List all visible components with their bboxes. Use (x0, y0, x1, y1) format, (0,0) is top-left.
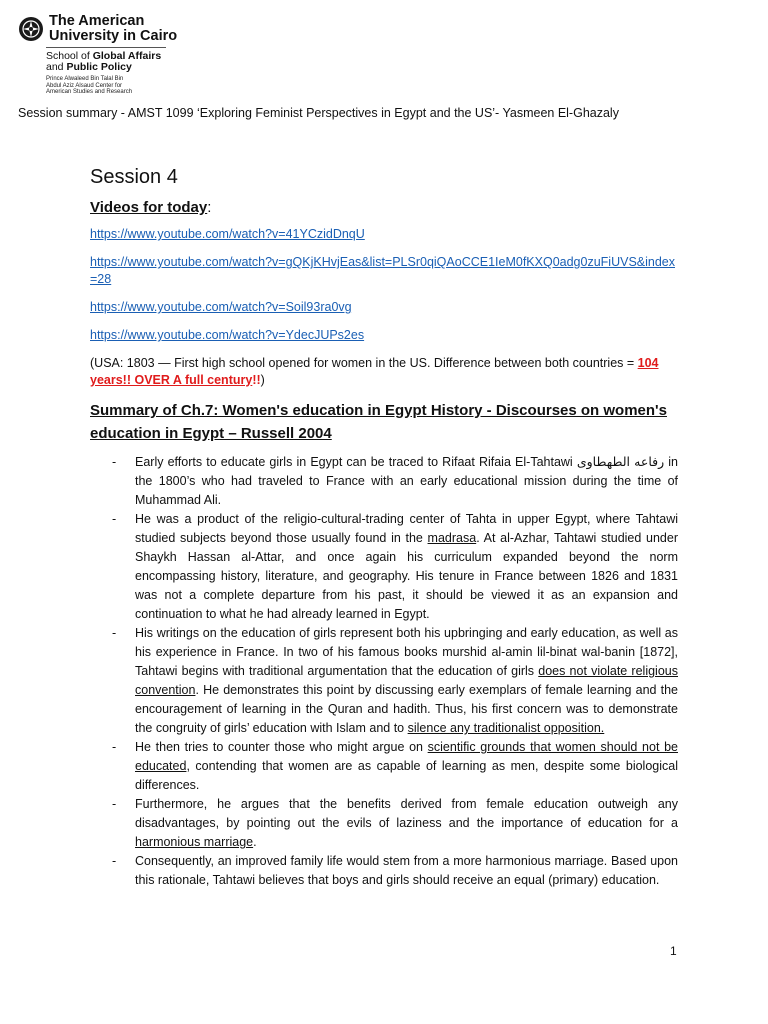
summary-points (90, 453, 678, 890)
school-name: School of Global Affairs and Public Policy (46, 50, 162, 73)
university-name-line2: University in Cairo (49, 28, 178, 44)
logo-divider (46, 47, 166, 48)
university-seal-icon (18, 16, 44, 42)
university-name-line1: The American (49, 13, 145, 29)
list-item: - He was a product of the religio-cultural-trading center of Tahta in upper Egypt, where Tahtawi studied subjects beyond those usually found in the madrasa. At al-Azhar, Tahtawi studied under Shaykh Hassan al-Attar, and once again his curriculum expanded beyond the norm encompassing history, literature, and geography. His tenure in France between 1826 and 1831 was not a complete departure from his past, it should be viewed it as an expansion and continuation to what he had already learned in Egypt. (90, 510, 678, 624)
list-item: - Early efforts to educate girls in Egypt can be traced to Rifaat Rifaia El-Tahtawi رفاعه الطهطاوى in the 1800’s who had traveled to France with an early educational mission during the time of Muhammad Ali. (90, 453, 678, 510)
university-logo (18, 14, 178, 96)
video-link-2[interactable]: https://www.youtube.com/watch?v=gQKjKHvjEas&list=PLSr0qiQAoCCE1IeM0fKXQ0adg0zuFiUVS&index=28 (90, 255, 675, 286)
usa-comparison-note: (USA: 1803 — First high school opened for women in the US. Difference between both countries = 104 years!! OVER A full century!!) (90, 356, 659, 387)
list-item: - Furthermore, he argues that the benefits derived from female education outweigh any disadvantages, by pointing out the evils of laziness and the importance of education for a harmonious marriage. (90, 795, 678, 852)
center-name: Prince Alwaleed Bin Talal Bin Abdul Aziz Alsaud Center for American Studies and Research (46, 76, 133, 95)
video-link-3[interactable]: https://www.youtube.com/watch?v=Soil93ra0vg (90, 300, 352, 314)
videos-heading: Videos for today: (90, 199, 212, 216)
page-number: 1 (670, 944, 677, 958)
list-item: - His writings on the education of girls represent both his upbringing and early education, as well as his experience in France. In two of his famous books murshid al-amin lil-binat wal-banin [1872], Tahtawi begins with traditional argumentation that the education of girls does not violate religious convention. He demonstrates this point by discussing early exemplars of female learning and the encouragement of learning in the Quran and hadith. Thus, his first concern was to demonstrate the congruity of girls’ education with Islam and to silence any traditionalist opposition. (90, 624, 678, 738)
summary-heading: Summary of Ch.7: Women's education in Egypt History - Discourses on women's education in Egypt – Russell 2004 (90, 402, 667, 442)
session-title: Session 4 (90, 166, 178, 188)
video-link-1[interactable]: https://www.youtube.com/watch?v=41YCzidDnqU (90, 227, 365, 241)
list-item: - He then tries to counter those who might argue on scientific grounds that women should not be educated, contending that women are as capable of learning as men, despite some biological differences. (90, 738, 678, 795)
video-link-4[interactable]: https://www.youtube.com/watch?v=YdecJUPs2es (90, 328, 365, 342)
document-body (90, 166, 678, 890)
list-item: - Consequently, an improved family life would stem from a more harmonious marriage. Based upon this rationale, Tahtawi believes that boys and girls should receive an equal (primary) education. (90, 852, 678, 890)
document-header: Session summary - AMST 1099 ‘Exploring Feminist Perspectives in Egypt and the US’- Yasmeen El-Ghazaly (18, 106, 619, 120)
